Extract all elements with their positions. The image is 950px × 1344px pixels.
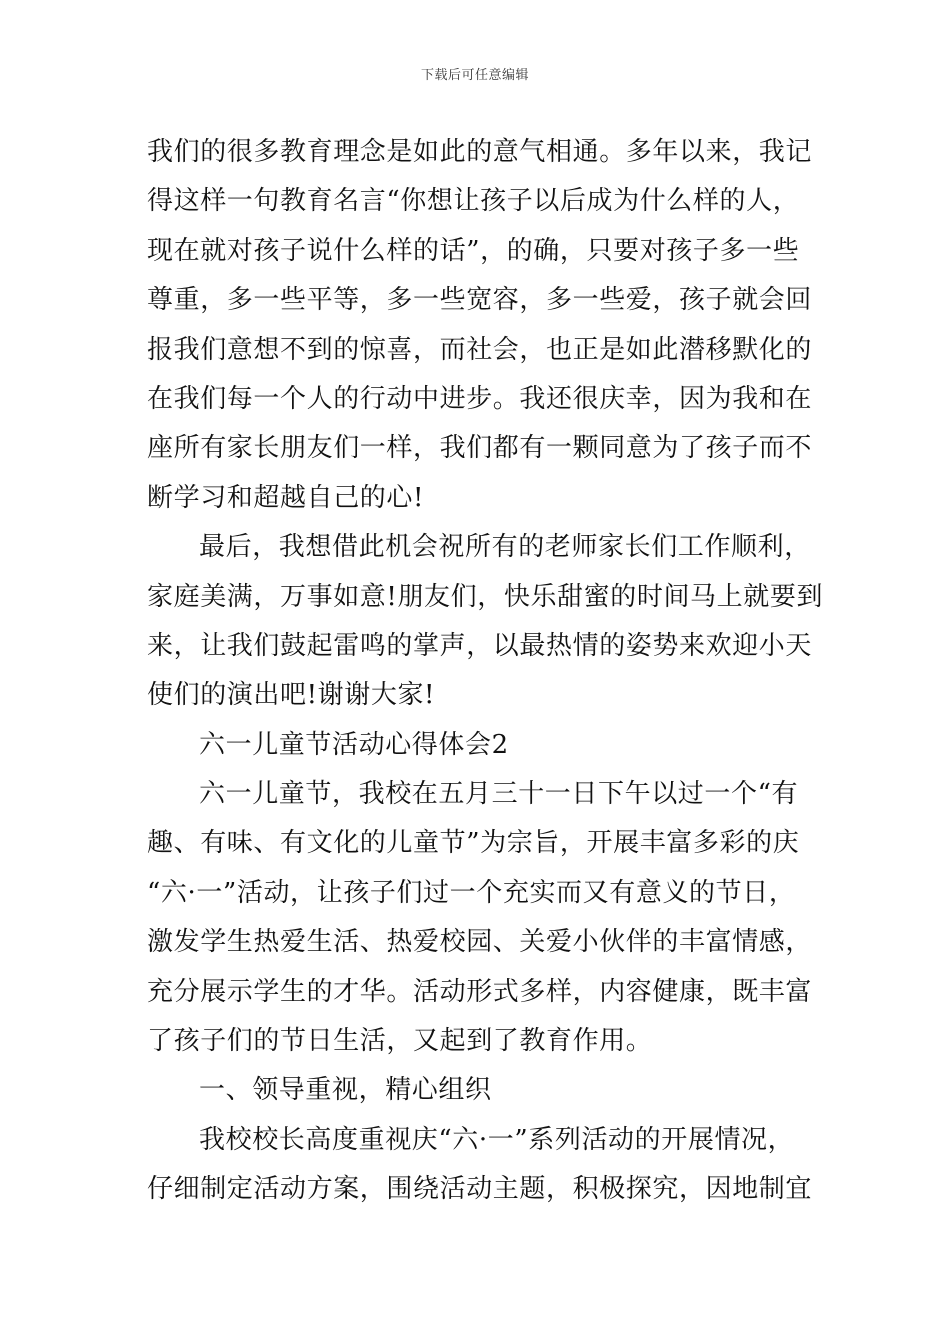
text-line: 我们的很多教育理念是如此的意气相通。多年以来，我记 [147, 137, 813, 167]
subheading: 一、领导重视，精心组织 [199, 1075, 492, 1106]
text-line: 报我们意想不到的惊喜，而社会，也正是如此潜移默化的 [147, 334, 813, 365]
text-line: 趣、有味、有文化的儿童节”为宗旨，开展丰富多彩的庆 [147, 828, 800, 859]
text-line: 激发学生热爱生活、热爱校园、关爱小伙伴的丰富情感， [147, 927, 813, 958]
paragraph-start-line: 六一儿童节，我校在五月三十一日下午以过一个“有 [199, 779, 799, 810]
text-line: 使们的演出吧!谢谢大家! [147, 680, 436, 711]
text-line: 在我们每一个人的行动中进步。我还很庆幸，因为我和在 [147, 383, 813, 414]
document-body [147, 128, 827, 1215]
text-line: 来，让我们鼓起雷鸣的掌声，以最热情的姿势来欢迎小天 [147, 630, 813, 661]
paragraph-start-line: 最后，我想借此机会祝所有的老师家长们工作顺利， [199, 532, 811, 563]
text-line: 仔细制定活动方案，围绕活动主题，积极探究，因地制宜 [147, 1174, 813, 1205]
paragraph-start-line: 我校校长高度重视庆“六·一”系列活动的开展情况， [199, 1124, 795, 1155]
text-line: 断学习和超越自己的心! [147, 482, 425, 513]
text-line: “六·一”活动，让孩子们过一个充实而又有意义的节日， [147, 877, 796, 908]
text-line: 了孩子们的节日生活，又起到了教育作用。 [147, 1026, 653, 1057]
section-title: 六一儿童节活动心得体会2 [199, 729, 509, 760]
text-line: 充分展示学生的才华。活动形式多样，内容健康，既丰富 [147, 976, 813, 1007]
page-header: 下载后可任意编辑 [420, 68, 529, 83]
text-line: 座所有家长朋友们一样，我们都有一颗同意为了孩子而不 [147, 433, 813, 464]
text-line: 得这样一句教育名言“你想让孩子以后成为什么样的人， [147, 186, 800, 217]
text-line: 尊重，多一些平等，多一些宽容，多一些爱，孩子就会回 [147, 285, 813, 316]
text-line: 家庭美满，万事如意!朋友们，快乐甜蜜的时间马上就要到 [147, 581, 824, 612]
text-line: 现在就对孩子说什么样的话”，的确，只要对孩子多一些 [147, 235, 800, 266]
